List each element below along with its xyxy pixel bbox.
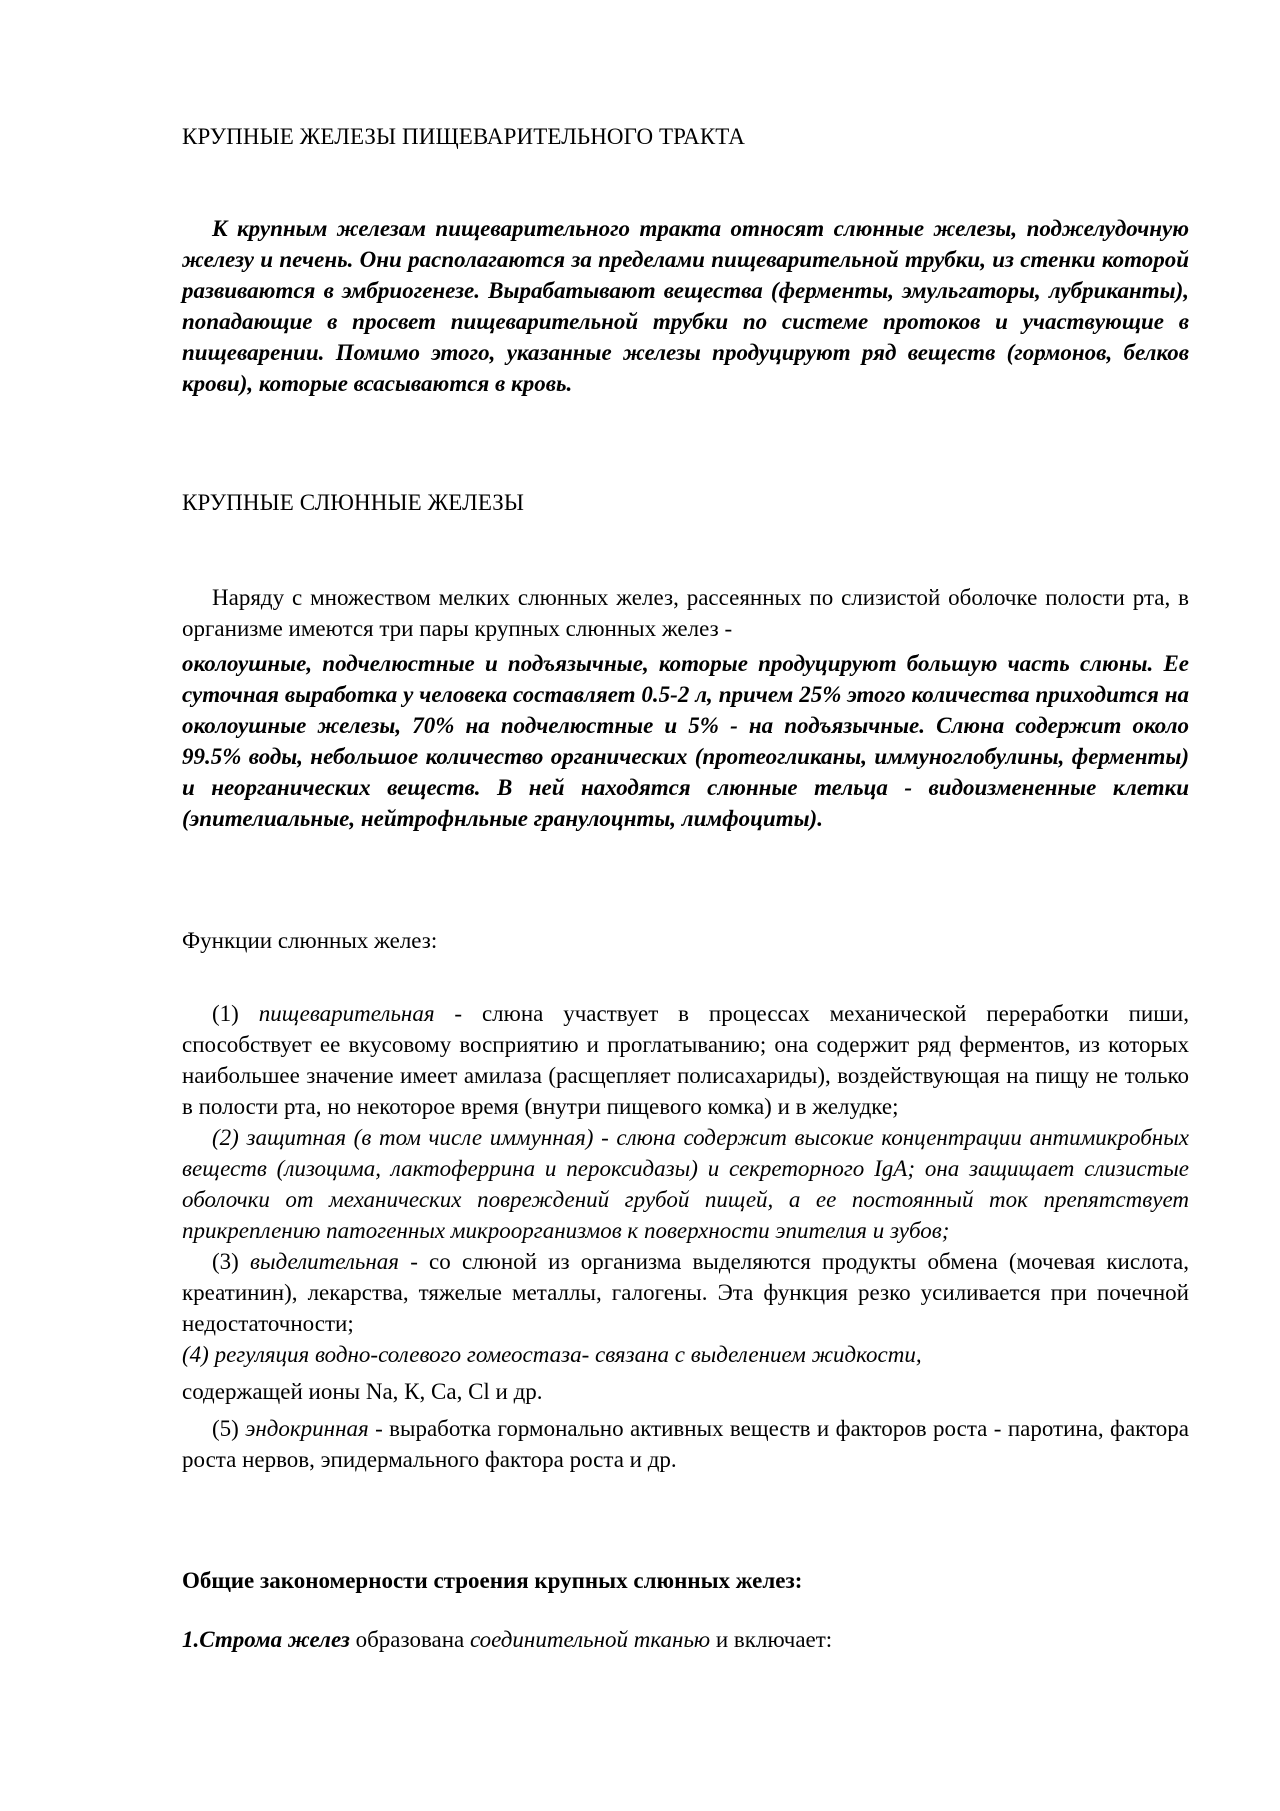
- intro-section: [182, 213, 1189, 399]
- function-5-number: (5): [212, 1416, 246, 1441]
- function-item-4-continued: содержащей ионы Na, К, Са, Cl и др.: [182, 1379, 543, 1404]
- function-item-2: (2) защитная (в том числе иммунная) - слюна содержит высокие концентрации антимикробных веществ (лизоцима, лактоферрина и пероксидазы) и секреторного IgA; она защищает слизистые оболочки от механических повреждений грубой пищей, а ее постоянный ток препятствует прикреплению патогенных микроорганизмов к поверхности эпителия и зубов;: [182, 1125, 1189, 1243]
- stroma-section: [182, 1624, 1189, 1655]
- stroma-text-1: образована: [349, 1627, 471, 1652]
- stroma-term-2: соединительной тканью: [470, 1627, 711, 1652]
- general-heading: Общие закономерности строения крупных слюнных желез:: [182, 1568, 803, 1593]
- function-3-number: (3): [212, 1249, 251, 1274]
- salivary-paragraph-2: околоушные, подчелюстные и подъязычные, которые продуцируют большую часть слюны. Ее суточная выработка у человека составляет 0.5-2 л, причем 25% этого количества приходится на околоушные железы, 70% на подчелюстные и 5% - на подъязычные. Слюна содержит около 99.5% воды, небольшое количество органических (протеогликаны, иммуноглобулины, ферменты) и неорганических веществ. В ней находятся слюнные тельца - видоизмененные клетки (эпителиальные, нейтрофнльные гранулоцнты, лимфоциты).: [182, 651, 1189, 831]
- function-item-4: (4) регуляция водно-солевого гомеостаза- связана с выделением жидкости,: [182, 1342, 922, 1367]
- function-item-3: [182, 1246, 1189, 1339]
- functions-title: Функции слюнных желез:: [182, 928, 438, 953]
- function-5-text: - выработка гормонально активных веществ и факторов роста - паротина, фактора роста нервов, эпидермального фактора роста и др.: [182, 1416, 1189, 1472]
- salivary-section: [182, 582, 1189, 834]
- section-heading-salivary: КРУПНЫЕ СЛЮННЫЕ ЖЕЛЕЗЫ: [182, 490, 525, 515]
- stroma-paragraph: [182, 1624, 1189, 1655]
- functions-list: [182, 998, 1189, 1475]
- page-title: КРУПНЫЕ ЖЕЛЕЗЫ ПИЩЕВАРИТЕЛЬНОГО ТРАКТА: [182, 124, 745, 149]
- function-1-number: (1): [212, 1001, 259, 1026]
- general-section: [182, 1565, 1189, 1596]
- function-3-text: - со слюной из организма выделяются продукты обмена (мочевая кислота, креатинин), лекарства, тяжелые металлы, галогены. Эта функция резко усиливается при почечной недостаточности;: [182, 1249, 1189, 1336]
- function-3-term: выделительная: [250, 1249, 399, 1274]
- function-5-term: эндокринная: [245, 1416, 369, 1441]
- function-1-term: пищеварительная: [258, 1001, 435, 1026]
- function-item-5: [182, 1413, 1189, 1475]
- stroma-term: 1.Строма желез: [182, 1627, 350, 1652]
- function-1-text: - слюна участвует в процессах механической переработки пиши, способствует ее вкусовому восприятию и проглатыванию; она содержит ряд ферментов, из которых наибольшее значение имеет амилаза (расщепляет полисахариды), воздействующая на пищу не только в полости рта, но некоторое время (внутри пищевого комка) и в желудке;: [182, 1001, 1189, 1119]
- intro-paragraph: К крупным железам пищеварительного тракта относят слюнные железы, поджелудочную железу и печень. Они располагаются за пределами пищеварительной трубки, из стенки которой развиваются в эмбриогенезе. Вырабатывают вещества (ферменты, эмульгаторы, лубриканты), попадающие в просвет пищеварительной трубки по системе протоков и участвующие в пищеварении. Помимо этого, указанные железы продуцируют ряд веществ (гормонов, белков крови), которые всасываются в кровь.: [182, 216, 1189, 396]
- stroma-text-2: и включает:: [710, 1627, 833, 1652]
- functions-title-block: [182, 925, 1189, 956]
- function-item-1: [182, 998, 1189, 1122]
- salivary-paragraph-1: Наряду с множеством мелких слюнных желез, рассеянных по слизистой оболочке полости рта, в организме имеются три пары крупных слюнных желез -: [182, 585, 1189, 641]
